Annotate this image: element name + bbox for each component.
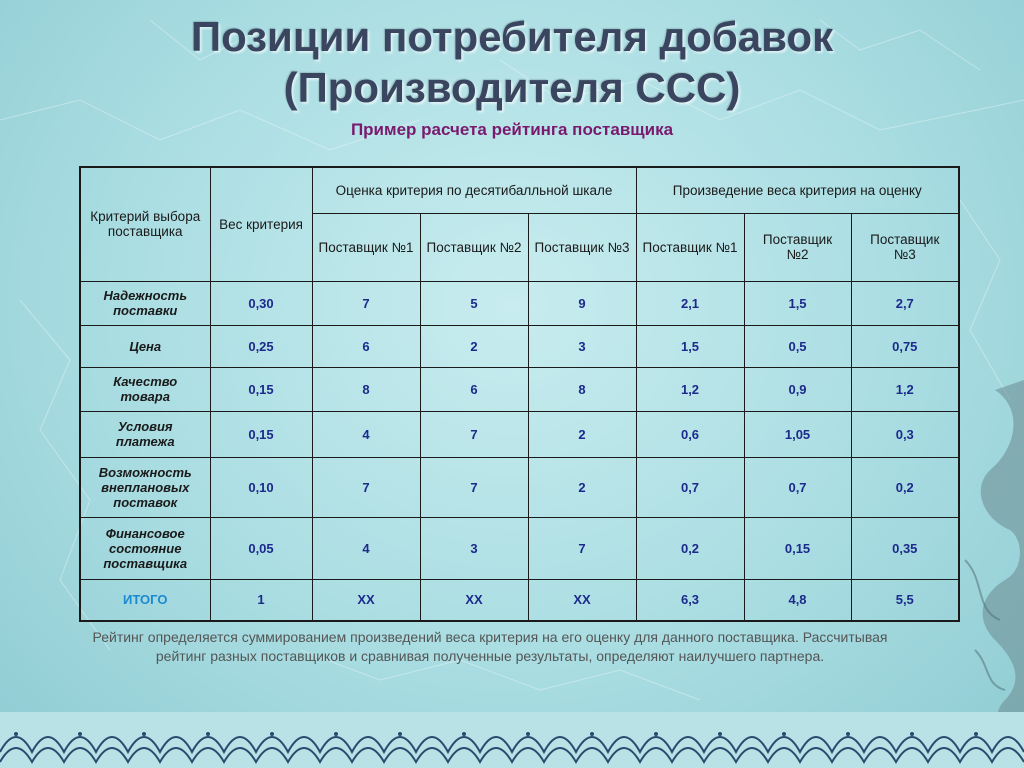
- row-weight: 0,05: [210, 517, 312, 579]
- row-score-1: 4: [312, 411, 420, 457]
- header-product-group: Произведение веса критерия на оценку: [636, 167, 959, 213]
- total-product-3: 5,5: [851, 579, 959, 621]
- row-score-2: 2: [420, 325, 528, 367]
- row-product-3: 0,35: [851, 517, 959, 579]
- table-row: [80, 281, 959, 325]
- row-criterion: Условия платежа: [80, 411, 210, 457]
- total-weight: 1: [210, 579, 312, 621]
- row-product-1: 1,5: [636, 325, 744, 367]
- total-product-2: 4,8: [744, 579, 851, 621]
- row-weight: 0,30: [210, 281, 312, 325]
- row-score-3: 9: [528, 281, 636, 325]
- row-criterion: Качество товара: [80, 367, 210, 411]
- row-product-1: 0,7: [636, 457, 744, 517]
- row-product-2: 1,05: [744, 411, 851, 457]
- row-product-1: 0,2: [636, 517, 744, 579]
- row-product-1: 1,2: [636, 367, 744, 411]
- title-line-1: Позиции потребителя добавок: [190, 13, 834, 60]
- row-score-1: 4: [312, 517, 420, 579]
- row-product-1: 0,6: [636, 411, 744, 457]
- header-score-supplier-1: Поставщик №1: [312, 213, 420, 281]
- row-score-2: 3: [420, 517, 528, 579]
- header-criterion: Критерий выбора поставщика: [80, 167, 210, 281]
- header-weight: Вес критерия: [210, 167, 312, 281]
- table-row: [80, 411, 959, 457]
- row-score-3: 7: [528, 517, 636, 579]
- wave-border-decoration: [0, 712, 1024, 768]
- header-score-group: Оценка критерия по десятибалльной шкале: [312, 167, 636, 213]
- table-row: [80, 457, 959, 517]
- table-row: [80, 517, 959, 579]
- row-score-3: 8: [528, 367, 636, 411]
- row-score-2: 7: [420, 411, 528, 457]
- row-score-1: 6: [312, 325, 420, 367]
- subtitle: Пример расчета рейтинга поставщика: [350, 120, 674, 139]
- row-score-2: 7: [420, 457, 528, 517]
- total-score-2: ХХ: [420, 579, 528, 621]
- row-product-3: 0,3: [851, 411, 959, 457]
- row-product-3: 0,75: [851, 325, 959, 367]
- footer-note: Рейтинг определяется суммированием произведений веса критерия на его оценку для данного поставщика. Рассчитывая рейтинг разных поставщиков и сравнивая полученные результаты, определяют наилучшего партнера.: [92, 629, 888, 664]
- row-product-1: 2,1: [636, 281, 744, 325]
- total-label: ИТОГО: [80, 579, 210, 621]
- row-product-2: 0,7: [744, 457, 851, 517]
- row-product-3: 2,7: [851, 281, 959, 325]
- row-score-1: 7: [312, 281, 420, 325]
- header-product-supplier-2: Поставщик №2: [744, 213, 851, 281]
- header-product-supplier-3: Поставщик №3: [851, 213, 959, 281]
- row-weight: 0,10: [210, 457, 312, 517]
- row-score-3: 2: [528, 411, 636, 457]
- total-row: [80, 579, 959, 621]
- total-score-3: ХХ: [528, 579, 636, 621]
- row-product-2: 0,5: [744, 325, 851, 367]
- row-score-1: 7: [312, 457, 420, 517]
- row-weight: 0,15: [210, 367, 312, 411]
- row-score-1: 8: [312, 367, 420, 411]
- table-row: [80, 367, 959, 411]
- row-score-3: 2: [528, 457, 636, 517]
- row-product-2: 0,15: [744, 517, 851, 579]
- row-criterion: Цена: [80, 325, 210, 367]
- row-score-3: 3: [528, 325, 636, 367]
- total-product-1: 6,3: [636, 579, 744, 621]
- supplier-rating-table: [79, 166, 960, 622]
- header-product-supplier-1: Поставщик №1: [636, 213, 744, 281]
- table-row: [80, 325, 959, 367]
- row-product-2: 1,5: [744, 281, 851, 325]
- total-score-1: ХХ: [312, 579, 420, 621]
- row-score-2: 5: [420, 281, 528, 325]
- row-score-2: 6: [420, 367, 528, 411]
- row-weight: 0,25: [210, 325, 312, 367]
- title-line-2: (Производителя ССС): [283, 64, 741, 111]
- row-criterion: Финансовое состояние поставщика: [80, 517, 210, 579]
- row-criterion: Возможность внеплановых поставок: [80, 457, 210, 517]
- row-product-3: 0,2: [851, 457, 959, 517]
- row-weight: 0,15: [210, 411, 312, 457]
- header-score-supplier-3: Поставщик №3: [528, 213, 636, 281]
- row-criterion: Надежность поставки: [80, 281, 210, 325]
- header-score-supplier-2: Поставщик №2: [420, 213, 528, 281]
- row-product-2: 0,9: [744, 367, 851, 411]
- dragon-decoration: [935, 380, 1024, 768]
- row-product-3: 1,2: [851, 367, 959, 411]
